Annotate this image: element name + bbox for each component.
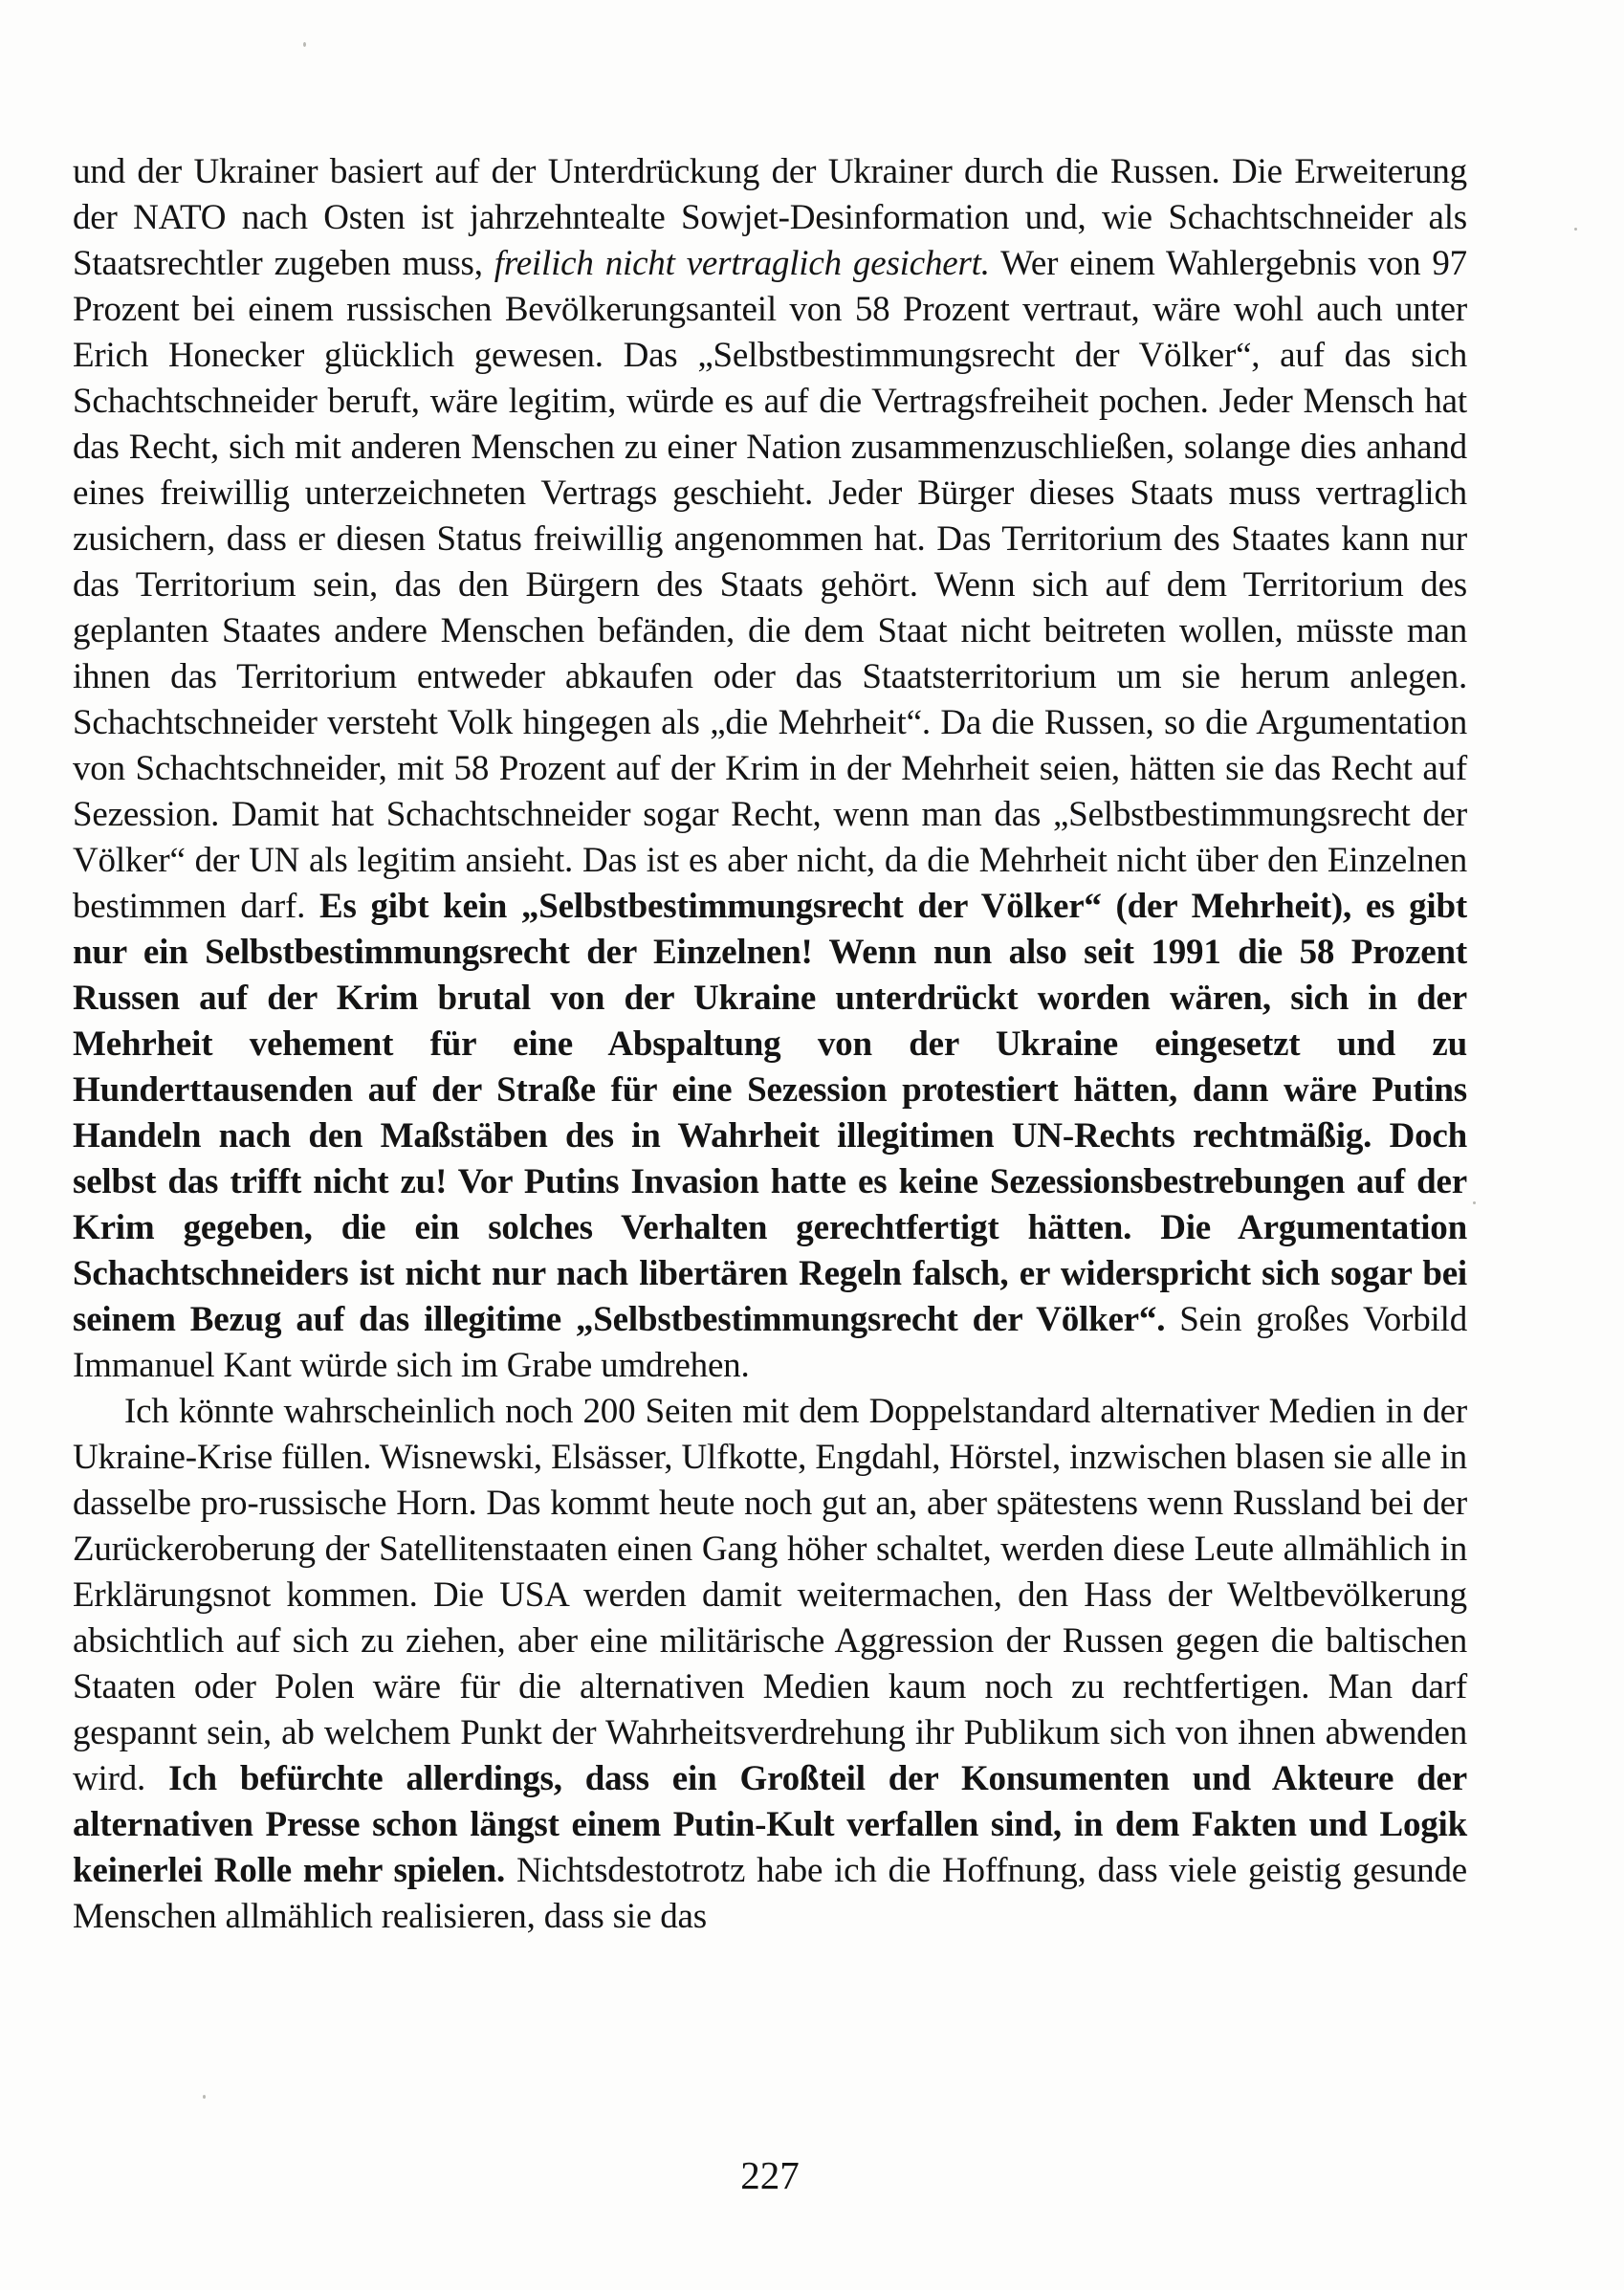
- text-run-regular: Ich könnte wahrscheinlich noch 200 Seiten mit dem Doppelstandard alternativer Medien in der Ukraine-Krise füllen. Wisnewski, Elsässer, Ulfkotte, Engdahl, Hörstel, inzwischen blasen sie alle in dasselbe pro-russische Horn. Das kommt heute noch gut an, aber spätestens wenn Russland bei der Zurückeroberung der Satellitenstaaten einen Gang höher schaltet, werden diese Leute allmählich in Erklärungsnot kommen. Die USA werden damit weitermachen, den Hass der Weltbevölkerung absichtlich auf sich zu ziehen, aber eine militärische Aggression der Russen gegen die baltischen Staaten oder Polen wäre für die alternativen Medien kaum noch zu rechtfertigen. Man darf gespannt sein, ab welchem Punkt der Wahrheitsverdrehung ihr Publikum sich von ihnen abwenden wird.: [73, 1392, 1467, 1798]
- text-run-bold: Es gibt kein „Selbstbestimmungsrecht der Völker“ (der Mehrheit), es gibt nur ein Selbstbestimmungsrecht der Einzelnen! Wenn nun also seit 1991 die 58 Prozent Russen auf der Krim brutal von der Ukraine unterdrückt worden wären, sich in der Mehrheit vehement für eine Abspaltung von der Ukraine eingesetzt und zu Hunderttausenden auf der Straße für eine Sezession protestiert hätten, dann wäre Putins Handeln nach den Maßstäben des in Wahrheit illegitimen UN-Rechts rechtmäßig. Doch selbst das trifft nicht zu! Vor Putins Invasion hatte es keine Sezessionsbestrebungen auf der Krim gegeben, die ein solches Verhalten gerechtfertigt hätten. Die Argumentation Schachtschneiders ist nicht nur nach libertären Regeln falsch, er widerspricht sich sogar bei seinem Bezug auf das illegitime „Selbstbestimmungsrecht der Völker“.: [73, 887, 1467, 1339]
- scan-speck: [1574, 228, 1577, 231]
- paragraph: [73, 1389, 1467, 1940]
- text-run-regular: Sein großes Vorbild Immanuel Kant würde sich im Grabe umdrehen.: [73, 1300, 1467, 1385]
- page-number: 227: [740, 2153, 800, 2197]
- text-run-regular: Wer einem Wahlergebnis von 97 Prozent bei einem russischen Bevölkerungsanteil von 58 Prozent vertraut, wäre wohl auch unter Erich Honecker glücklich gewesen. Das „Selbstbestimmungsrecht der Völker“, auf das sich Schachtschneider beruft, wäre legitim, würde es auf die Vertragsfreiheit pochen. Jeder Mensch hat das Recht, sich mit anderen Menschen zu einer Nation zusammenzuschließen, solange dies anhand eines freiwillig unterzeichneten Vertrags geschieht. Jeder Bürger dieses Staats muss vertraglich zusichern, dass er diesen Status freiwillig angenommen hat. Das Territorium des Staates kann nur das Territorium sein, das den Bürgern des Staats gehört. Wenn sich auf dem Territorium des geplanten Staates andere Menschen befänden, die dem Staat nicht beitreten wollen, müsste man ihnen das Territorium entweder abkaufen oder das Staatsterritorium um sie herum anlegen. Schachtschneider versteht Volk hingegen als „die Mehrheit“. Da die Russen, so die Argumentation von Schachtschneider, mit 58 Prozent auf der Krim in der Mehrheit seien, hätten sie das Recht auf Sezession. Damit hat Schachtschneider sogar Recht, wenn man das „Selbstbestimmungsrecht der Völker“ der UN als legitim ansieht. Das ist es aber nicht, da die Mehrheit nicht über den Einzelnen bestimmen darf.: [73, 244, 1467, 926]
- page-text: [73, 149, 1467, 1940]
- text-run-bold: Ich befürchte allerdings, dass ein Großteil der Konsumenten und Akteure der alternativen Presse schon längst einem Putin-Kult verfallen sind, in dem Fakten und Logik keinerlei Rolle mehr spielen.: [73, 1759, 1468, 1890]
- text-run-italic: freilich nicht vertraglich gesichert.: [494, 244, 990, 283]
- paragraph: [73, 149, 1467, 1389]
- text-run-regular: und der Ukrainer basiert auf der Unterdrückung der Ukrainer durch die Russen. Die Erweiterung der NATO nach Osten ist jahrzehntealte Sowjet-Desinformation und, wie Schachtschneider als Staatsrechtler zugeben muss,: [73, 152, 1467, 283]
- scan-speck: [203, 2095, 206, 2099]
- scan-speck: [303, 42, 306, 47]
- text-run-regular: Nichtsdestotrotz habe ich die Hoffnung, dass viele geistig gesunde Menschen allmählich realisieren, dass sie das: [73, 1851, 1468, 1936]
- scan-speck: [1473, 1201, 1476, 1204]
